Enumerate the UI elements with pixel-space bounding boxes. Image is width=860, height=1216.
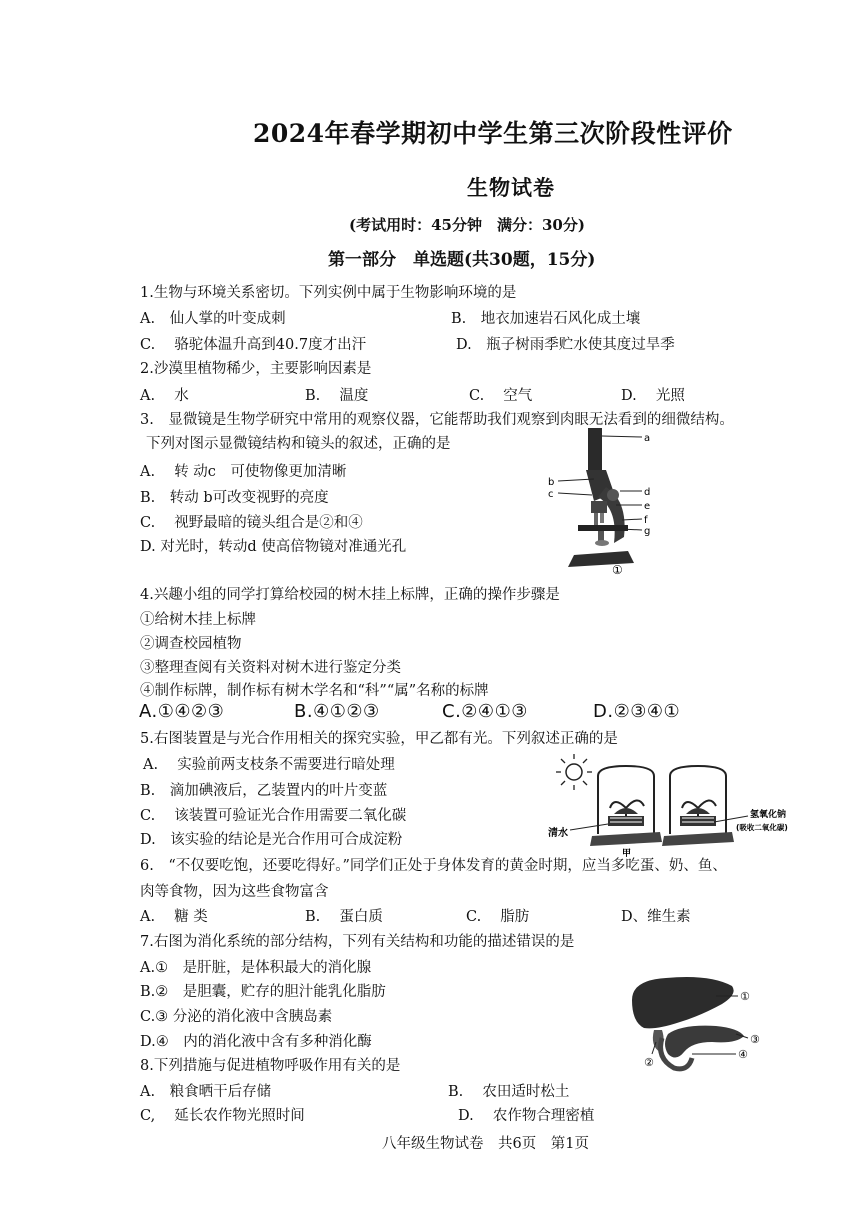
eyepiece-tube <box>588 428 602 474</box>
question-8-option-b: B. 农田适时松土 <box>448 1084 570 1100</box>
microscope-label-e: e <box>644 501 651 512</box>
question-1-option-c: C. 骆驼体温升高到40.7度才出汗 <box>140 337 367 353</box>
leader-a <box>602 436 642 437</box>
subject-title: 生物试卷 <box>467 175 555 200</box>
reflector-mirror <box>595 540 609 546</box>
question-2-option-a: A. 水 <box>140 388 189 404</box>
microscope-label-b: b <box>548 477 555 488</box>
question-5-option-c: C. 该装置可验证光合作用需要二氧化碳 <box>140 808 407 824</box>
question-4-step-3: ③整理查阅有关资料对树木进行鉴定分类 <box>140 660 401 676</box>
question-3-stem: 3. 显微镜是生物学研究中常用的观察仪器，它能帮助我们观察到肉眼无法看到的细微结构。 <box>140 412 734 428</box>
page-title: 2024年春学期初中学生第三次阶段性评价 <box>253 119 733 148</box>
question-6-option-a: A. 糖 类 <box>140 909 208 925</box>
mirror-holder <box>598 531 604 541</box>
leader-naoh <box>714 816 748 822</box>
question-8-stem: 8.下列措施与促进植物呼吸作用有关的是 <box>140 1058 401 1074</box>
question-4-step-1: ①给树木挂上标牌 <box>140 612 256 628</box>
question-5-stem: 5.右图装置是与光合作用相关的探究实验，甲乙都有光。下列叙述正确的是 <box>140 731 618 747</box>
bell-jar-yi <box>662 766 734 846</box>
microscope-label-d: d <box>644 487 651 498</box>
leader-c <box>558 493 592 495</box>
question-1-option-b: B. 地衣加速岩石风化成土壤 <box>451 311 641 327</box>
nosepiece <box>591 501 607 513</box>
question-6-stem-line2: 肉等食物，因为这些食物富含 <box>140 884 329 900</box>
question-1-option-d: D. 瓶子树雨季贮水使其度过旱季 <box>456 337 675 353</box>
label-absorb-co2: (吸收二氧化碳) <box>736 823 788 832</box>
coarse-knob <box>607 489 619 501</box>
organ-label-3: ③ <box>750 1033 760 1046</box>
question-6-option-c: C. 脂肪 <box>466 909 530 925</box>
question-4-stem: 4.兴趣小组的同学打算给校园的树木挂上标牌，正确的操作步骤是 <box>140 587 560 603</box>
label-jia: 甲 <box>622 849 632 859</box>
objective-lens-2 <box>600 513 604 523</box>
question-7-option-c: C.③ 分泌的消化液中含胰岛素 <box>140 1009 333 1025</box>
question-8-option-a: A. 粮食晒干后存储 <box>140 1084 272 1100</box>
leader-f <box>622 519 642 520</box>
microscope-label-circle-1: ① <box>612 563 623 577</box>
question-2-option-d: D. 光照 <box>621 388 685 404</box>
microscope-label-a: a <box>644 433 651 444</box>
bell-jar-jia <box>590 766 662 846</box>
stage <box>578 525 628 531</box>
microscope-label-f: f <box>644 515 648 526</box>
leader-water <box>570 824 608 830</box>
label-naoh: 氢氧化钠 <box>750 810 787 820</box>
digestive-organs-figure <box>626 972 768 1076</box>
photosynthesis-apparatus-figure <box>546 750 808 860</box>
label-water: 清水 <box>548 828 568 839</box>
page-footer: 八年级生物试卷 共6页 第1页 <box>382 1136 589 1152</box>
microscope-label-g: g <box>644 526 651 537</box>
question-1-stem: 1.生物与环境关系密切。下列实例中属于生物影响环境的是 <box>140 285 517 301</box>
question-2-stem: 2.沙漠里植物稀少，主要影响因素是 <box>140 361 372 377</box>
liver-shape <box>632 977 734 1028</box>
question-6-stem: 6. “不仅要吃饱，还要吃得好。”同学们正处于身体发育的黄金时期，应当多吃蛋、奶、鱼、 <box>140 858 727 874</box>
question-3-option-c: C. 视野最暗的镜头组合是②和④ <box>140 515 363 531</box>
sun-icon <box>556 754 592 790</box>
microscope-label-c: c <box>548 489 554 500</box>
question-2-option-c: C. 空气 <box>469 388 533 404</box>
question-2-option-b: B. 温度 <box>305 388 369 404</box>
question-4-step-4: ④制作标牌，制作标有树木学名和“科”“属”名称的标牌 <box>140 683 489 699</box>
question-6-option-d: D、维生素 <box>621 909 691 925</box>
section-title: 第一部分 单选题(共30题，15分) <box>328 250 596 270</box>
organ-label-2: ② <box>644 1056 654 1069</box>
organ-label-1: ① <box>740 990 750 1003</box>
question-5-option-b: B. 滴加碘液后，乙装置内的叶片变蓝 <box>140 783 388 799</box>
question-7-option-b: B.② 是胆囊，贮存的胆汁能乳化脂肪 <box>140 984 386 1000</box>
microscope-base <box>568 551 634 567</box>
question-4-step-2: ②调查校园植物 <box>140 636 242 652</box>
question-5-option-a: A. 实验前两支枝条不需要进行暗处理 <box>143 757 395 773</box>
question-1-option-a: A. 仙人掌的叶变成刺 <box>140 311 286 327</box>
question-7-stem: 7.右图为消化系统的部分结构，下列有关结构和功能的描述错误的是 <box>140 934 575 950</box>
question-7-option-d: D.④ 内的消化液中含有多种消化酶 <box>140 1034 372 1050</box>
question-3-option-b: B. 转动 b可改变视野的亮度 <box>140 490 329 506</box>
question-4-option-d: D.②③④① <box>593 701 681 722</box>
question-3-option-a: A. 转 动c 可使物像更加清晰 <box>140 464 347 480</box>
question-4-option-a: A.①④②③ <box>139 701 225 722</box>
objective-lens <box>594 513 598 525</box>
question-3-option-d: D. 对光时，转动d 使高倍物镜对准通光孔 <box>140 539 407 555</box>
question-8-option-d: D. 农作物合理密植 <box>458 1108 595 1124</box>
organ-label-4: ④ <box>738 1048 748 1061</box>
question-4-option-c: C.②④①③ <box>442 701 528 722</box>
question-7-option-a: A.① 是肝脏，是体积最大的消化腺 <box>140 960 372 976</box>
question-3-stem-line2: 下列对图示显微镜结构和镜头的叙述，正确的是 <box>146 436 451 452</box>
question-4-option-b: B.④①②③ <box>294 701 380 722</box>
question-8-option-c: C, 延长农作物光照时间 <box>140 1108 305 1124</box>
exam-info: (考试用时：45分钟 满分：30分) <box>349 216 585 234</box>
question-6-option-b: B. 蛋白质 <box>305 909 383 925</box>
question-5-option-d: D. 该实验的结论是光合作用可合成淀粉 <box>140 832 403 848</box>
microscope-figure <box>536 425 666 577</box>
pancreas-shape <box>665 1026 744 1058</box>
